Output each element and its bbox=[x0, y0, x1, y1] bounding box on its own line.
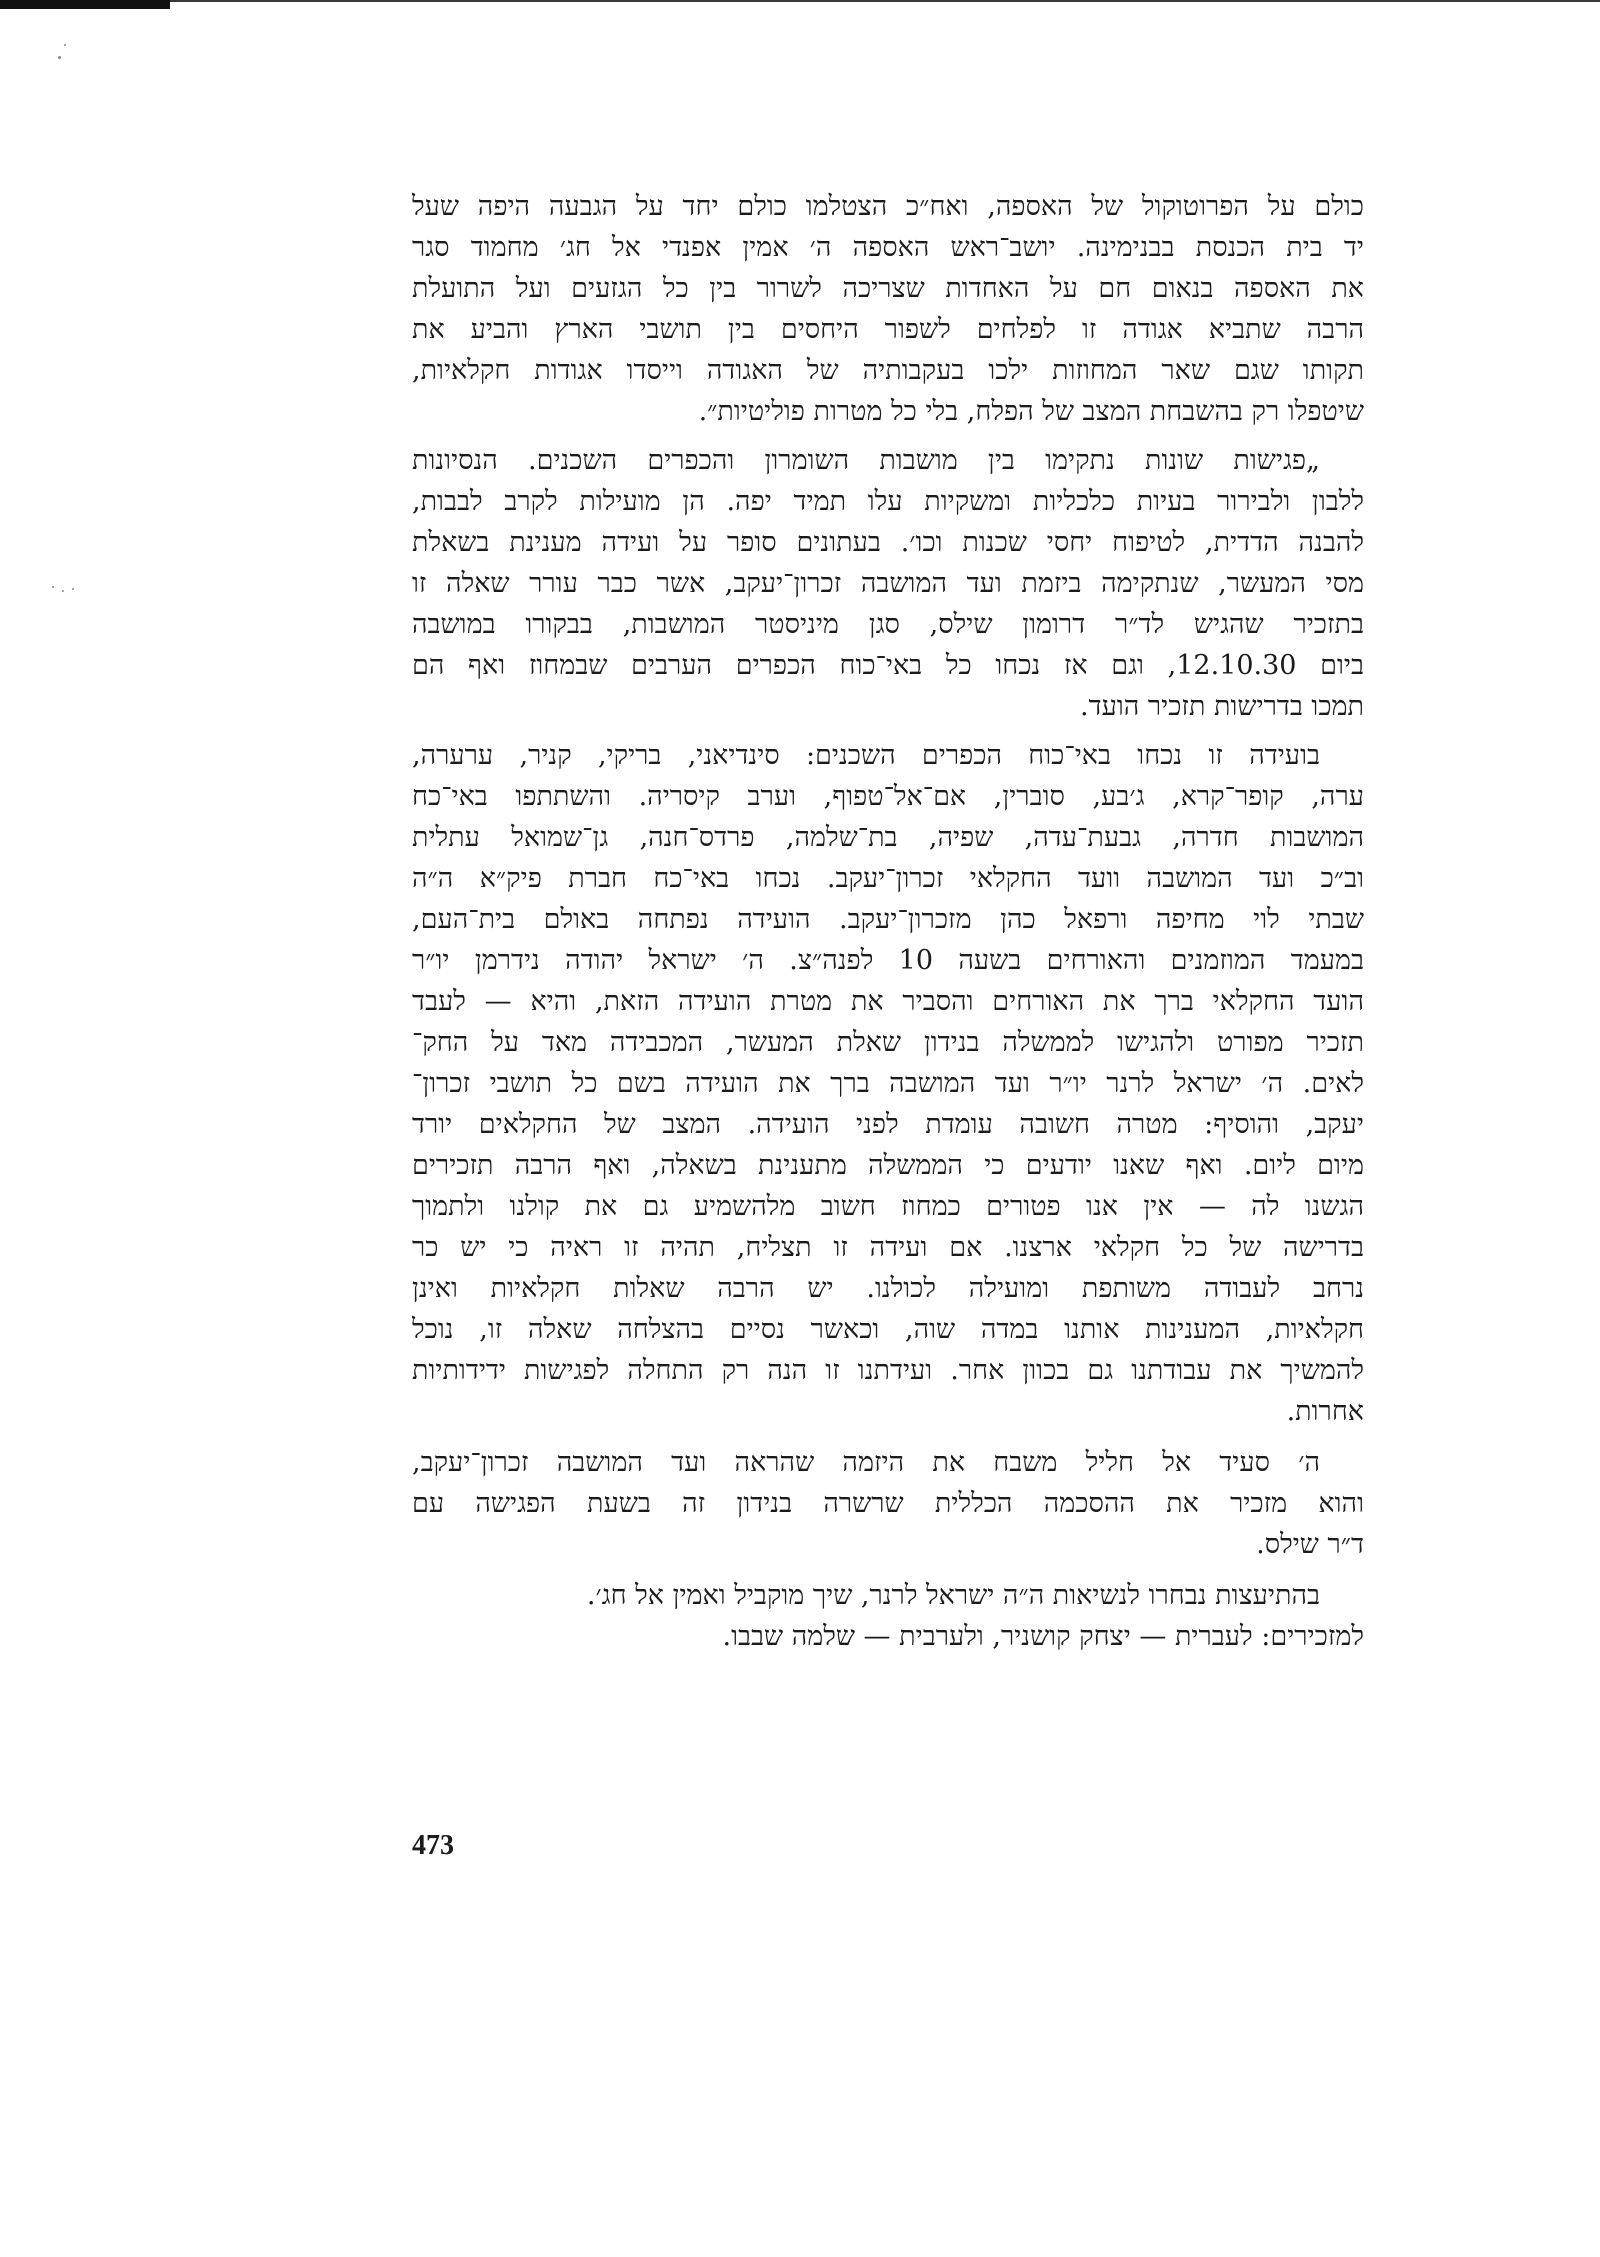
paragraph bbox=[412, 1575, 1364, 1657]
body-text bbox=[412, 186, 1364, 1657]
text-line: שיטפלו רק בהשבחת המצב של הפלח, בלי כל מטרות פוליטיות״. bbox=[698, 396, 1364, 427]
page-number: 473 bbox=[412, 1830, 454, 1861]
text-line: למזכירים: לעברית — יצחק קושניר, ולערבית — שלמה שבבו. bbox=[722, 1621, 1364, 1652]
text-line: ערה, קופר־קרא, ג׳בע, סוברין, אם־אל־טפוף, וערב קיסריה. והשתתפו באי־כח bbox=[412, 781, 1364, 812]
text-line: מיום ליום. ואף שאנו יודעים כי הממשלה מתענינת בשאלה, ואף הרבה תזכירים bbox=[412, 1150, 1364, 1181]
text-line: ה׳ סעיד אל חליל משבח את היזמה שהראה ועד המושבה זכרון־יעקב, bbox=[412, 1447, 1320, 1478]
scan-speck bbox=[58, 56, 61, 59]
text-line: בתזכיר שהגיש לד״ר דרומון שילס, סגן מיניסטר המושבות, בבקורו במושבה bbox=[412, 609, 1364, 640]
text-line: כולם על הפרוטוקול של האספה, ואח״כ הצטלמו כולם יחד על הגבעה היפה שעל bbox=[412, 191, 1364, 222]
text-line: את האספה בנאום חם על האחדות שצריכה לשרור בין כל הגזעים ועל התועלת bbox=[412, 273, 1364, 304]
text-line: אחרות. bbox=[1286, 1396, 1364, 1427]
text-line: ד״ר שילס. bbox=[1256, 1529, 1364, 1560]
scan-top-rule bbox=[170, 0, 1600, 2]
text-line: במעמד המוזמנים והאורחים בשעה 10 לפנה״צ. ה׳ ישראל יהודה נידרמן יו״ר bbox=[412, 945, 1364, 976]
text-line: יד בית הכנסת בבנימינה. יושב־ראש האספה ה׳ אמין אפנדי אל חג׳ מחמוד סגר bbox=[412, 232, 1364, 263]
text-line: וב״כ ועד המושבה וועד החקלאי זכרון־יעקב. נכחו באי־כח חברת פיק״א ה״ה bbox=[412, 863, 1364, 894]
scan-speck bbox=[64, 44, 66, 46]
text-line: נרחב לעבודה משותפת ומועילה לכולנו. יש הרבה שאלות חקלאיות ואינן bbox=[412, 1273, 1364, 1304]
text-line: שבתי לוי מחיפה ורפאל כהן מזכרון־יעקב. הועידה נפתחה באולם בית־העם, bbox=[412, 904, 1364, 935]
text-line: המושבות חדרה, גבעת־עדה, שפיה, בת־שלמה, פרדס־חנה, גן־שמואל עתלית bbox=[412, 822, 1364, 853]
text-line: „פגישות שונות נתקימו בין מושבות השומרון והכפרים השכנים. הנסיונות bbox=[412, 445, 1320, 476]
text-line: הועד החקלאי ברך את האורחים והסביר את מטרת הועידה הזאת, והיא — לעבד bbox=[412, 986, 1364, 1017]
text-line: יעקב, והוסיף: מטרה חשובה עומדת לפני הועידה. המצב של החקלאים יורד bbox=[412, 1109, 1364, 1140]
scan-speck bbox=[72, 588, 74, 590]
text-line: הגשנו לה — אין אנו פטורים כמחוז חשוב מלהשמיע גם את קולנו ולתמוך bbox=[412, 1191, 1364, 1222]
paragraph bbox=[412, 186, 1364, 432]
scan-speck bbox=[62, 590, 64, 592]
text-line: להמשיך את עבודתנו גם בכוון אחר. ועידתנו זו הנה רק התחלה לפגישות ידידותיות bbox=[412, 1355, 1364, 1386]
scan-speck bbox=[52, 586, 54, 588]
text-line: הרבה שתביא אגודה זו לפלחים לשפור היחסים בין תושבי הארץ והביע את bbox=[412, 314, 1364, 345]
text-line: להבנה הדדית, לטיפוח יחסי שכנות וכו׳. בעתונים סופר על ועידה מענינת בשאלת bbox=[412, 527, 1364, 558]
text-line: והוא מזכיר את ההסכמה הכללית שרשרה בנידון זה בשעת הפגישה עם bbox=[412, 1488, 1364, 1519]
text-line: בהתיעצות נבחרו לנשיאות ה״ה ישראל לרנר, שיך מוקביל ואמין אל חג׳. bbox=[586, 1580, 1320, 1611]
scan-edge-mark bbox=[0, 0, 170, 9]
text-line: תזכיר מפורט ולהגישו לממשלה בנידון שאלת המעשר, המכבידה מאד על החק־ bbox=[412, 1027, 1364, 1058]
text-line: מסי המעשר, שנתקימה ביזמת ועד המושבה זכרון־יעקב, אשר כבר עורר שאלה זו bbox=[412, 568, 1364, 599]
text-line: לאים. ה׳ ישראל לרנר יו״ר ועד המושבה ברך את הועידה בשם כל תושבי זכרון־ bbox=[412, 1068, 1364, 1099]
text-line: בדרישה של כל חקלאי ארצנו. אם ועידה זו תצליח, תהיה זו ראיה כי יש כר bbox=[412, 1232, 1364, 1263]
paragraph bbox=[412, 735, 1364, 1432]
text-line: ביום 12.10.30, וגם אז נכחו כל באי־כוח הכפרים הערבים שבמחוז ואף הם bbox=[412, 650, 1364, 681]
paragraph bbox=[412, 1442, 1364, 1565]
text-line: בועידה זו נכחו באי־כוח הכפרים השכנים: סינדיאני, בריקי, קניר, ערערה, bbox=[412, 740, 1320, 771]
text-line: ללבון ולבירור בעיות כלכליות ומשקיות עלו תמיד יפה. הן מועילות לקרב לבבות, bbox=[412, 486, 1364, 517]
text-line: תקותו שגם שאר המחוזות ילכו בעקבותיה של האגודה וייסדו אגודות חקלאיות, bbox=[412, 355, 1364, 386]
text-line: תמכו בדרישות תזכיר הועד. bbox=[1080, 691, 1364, 722]
text-line: חקלאיות, המענינות אותנו במדה שוה, וכאשר נסיים בהצלחה שאלה זו, נוכל bbox=[412, 1314, 1364, 1345]
paragraph bbox=[412, 440, 1364, 727]
